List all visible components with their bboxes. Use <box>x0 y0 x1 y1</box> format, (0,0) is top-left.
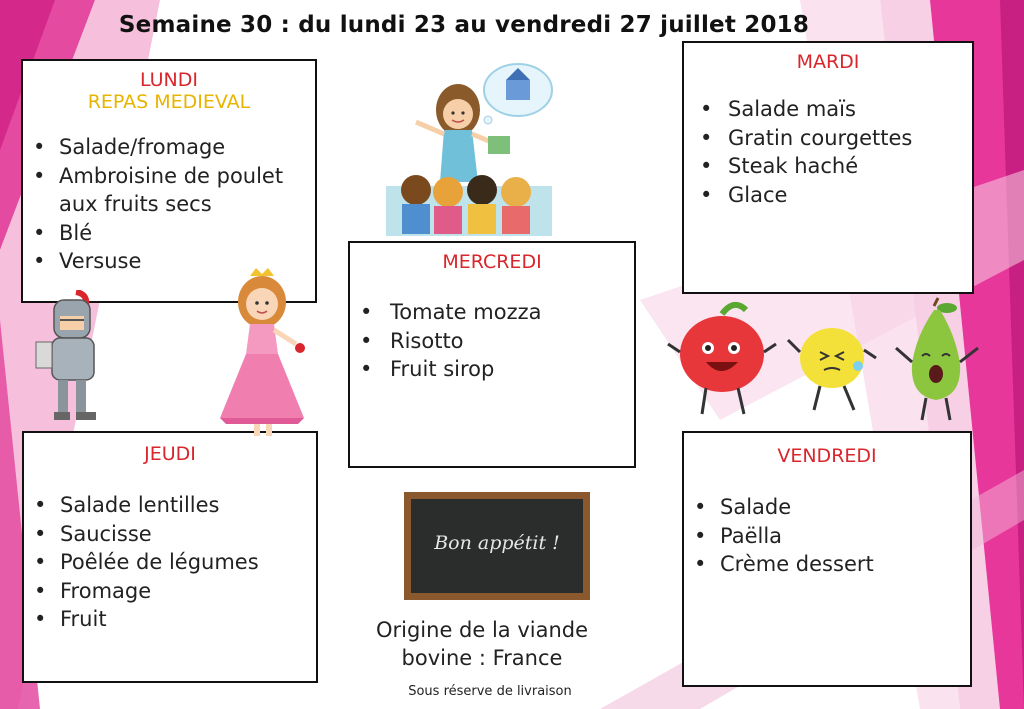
meat-origin-line: Origine de la viande <box>375 618 589 642</box>
theme-heading-lundi: REPAS MEDIEVAL <box>87 91 251 113</box>
menu-list-jeudi <box>24 491 316 634</box>
princess-illustration <box>212 268 312 440</box>
meat-origin-note <box>348 616 616 672</box>
menu-item: • Poêlée de légumes <box>24 548 316 577</box>
page-title: Semaine 30 : du lundi 23 au vendredi 27 juillet 2018 <box>118 12 810 38</box>
fruit-characters-illustration <box>664 296 1004 422</box>
menu-list-lundi <box>23 133 315 276</box>
menu-list-vendredi <box>684 493 970 579</box>
menu-item: • Paëlla <box>684 522 970 551</box>
menu-item: • Fruit sirop <box>350 355 634 384</box>
menu-list-mercredi <box>350 298 634 384</box>
chalkboard-text: Bon appétit ! <box>434 532 560 554</box>
day-heading-vendredi: VENDREDI <box>777 445 877 467</box>
day-heading-mardi: MARDI <box>796 51 860 73</box>
day-heading-lundi: LUNDI <box>140 69 198 91</box>
menu-item: • Salade maïs <box>684 95 972 124</box>
menu-card-vendredi <box>682 431 972 687</box>
menu-item: • Salade/fromage <box>23 133 315 162</box>
menu-item: • Salade <box>684 493 970 522</box>
day-heading-jeudi: JEUDI <box>144 443 196 465</box>
menu-card-lundi <box>21 59 317 303</box>
menu-item: • Fromage <box>24 577 316 606</box>
menu-item: • Risotto <box>350 327 634 356</box>
menu-card-mercredi <box>348 241 636 468</box>
menu-card-mardi <box>682 41 974 294</box>
menu-item: • Steak haché <box>684 152 972 181</box>
menu-card-jeudi <box>22 431 318 683</box>
knight-illustration <box>30 290 118 430</box>
day-heading-mercredi: MERCREDI <box>442 251 542 273</box>
menu-item: • Gratin courgettes <box>684 124 972 153</box>
menu-item: • Fruit <box>24 605 316 634</box>
menu-item: • Saucisse <box>24 520 316 549</box>
menu-item: • Crème dessert <box>684 550 970 579</box>
delivery-disclaimer: Sous réserve de livraison <box>408 684 572 699</box>
menu-list-mardi <box>684 95 972 209</box>
menu-item: • Glace <box>684 181 972 210</box>
menu-item: • Ambroisine de poulet aux fruits secs <box>23 162 315 219</box>
teacher-children-illustration <box>384 58 564 238</box>
menu-item: • Blé <box>23 219 315 248</box>
meat-origin-line: bovine : France <box>401 646 563 670</box>
menu-item: • Tomate mozza <box>350 298 634 327</box>
menu-item: • Salade lentilles <box>24 491 316 520</box>
menu-item: • Versuse <box>23 247 315 276</box>
